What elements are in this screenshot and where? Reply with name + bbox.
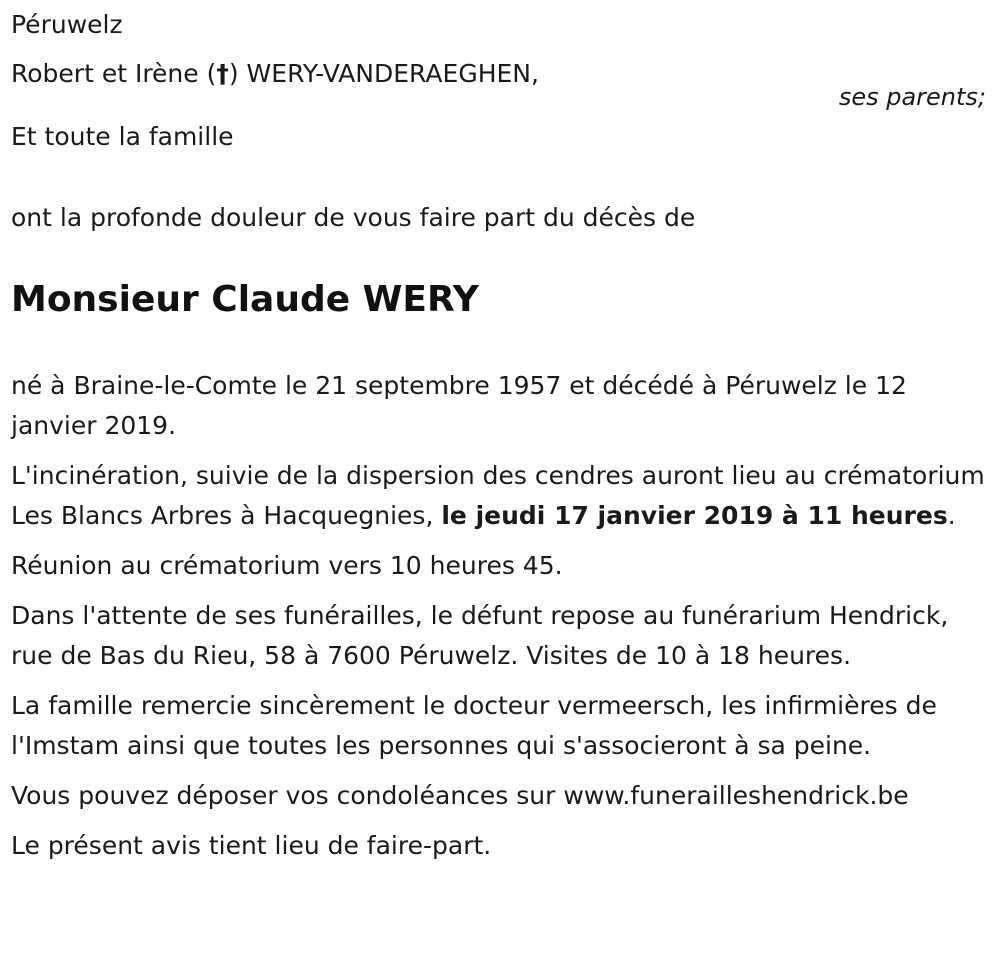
cremation-end: . (947, 501, 956, 530)
birth-death-paragraph: né à Braine-le-Comte le 21 septembre 1957 et décédé à Péruwelz le 12 janvier 2019. (11, 371, 907, 440)
announcement-line: ont la profonde douleur de vous faire part du décès de (11, 203, 696, 232)
closing-paragraph: Le présent avis tient lieu de faire-part. (11, 831, 492, 860)
meeting-paragraph: Réunion au crématorium vers 10 heures 45. (11, 551, 563, 580)
parents-label: ses parents; (838, 83, 986, 111)
details-section (11, 366, 986, 866)
parents-prefix: Robert et Irène ( (11, 59, 217, 88)
rest-paragraph: Dans l'attente de ses funérailles, le défunt repose au funérarium Hendrick, rue de Bas du Rieu, 58 à 7600 Péruwelz. Visites de 10 à 18 heures. (11, 601, 949, 670)
cross-icon: † (216, 59, 229, 88)
city-line: Péruwelz (11, 10, 123, 39)
cremation-date: le jeudi 17 janvier 2019 à 11 heures (441, 501, 948, 530)
condolences-paragraph: Vous pouvez déposer vos condoléances sur www.funerailleshendrick.be (11, 781, 909, 810)
deceased-name: Monsieur Claude WERY (11, 279, 479, 320)
thanks-paragraph: La famille remercie sincèrement le docteur vermeersch, les infirmières de l'Imstam ainsi que toutes les personnes qui s'associeront à sa peine. (11, 691, 937, 760)
cremation-text: L'incinération, suivie de la dispersion des cendres auront lieu au crématorium Les Blancs Arbres à Hacquegnies, (11, 461, 985, 530)
cremation-paragraph (11, 456, 986, 536)
family-line: Et toute la famille (11, 122, 234, 151)
parents-suffix: ) WERY-VANDERAEGHEN, (228, 59, 539, 88)
parents-line (11, 54, 539, 94)
